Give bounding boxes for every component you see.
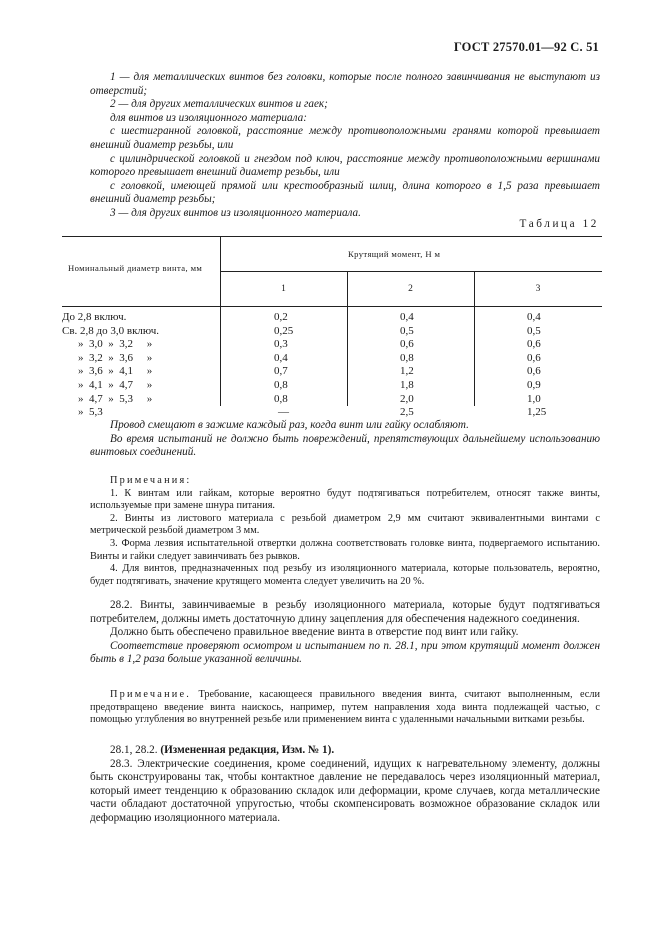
table-group-rule (220, 271, 602, 272)
table-cell: 1,25 (527, 406, 547, 419)
note2-paragraph (90, 689, 600, 727)
table-cell: 0,9 (527, 378, 541, 391)
table-cell: 0,6 (527, 338, 541, 351)
intro-line: с шестигранной головкой, расстояние между противоположными гранями которой превышает внешний диаметр резьбы, или (90, 125, 600, 151)
table-cell: 0,2 (274, 311, 288, 323)
after-table-block (90, 419, 600, 460)
paragraph: 28.3. Электрические соединения, кроме соединений, идущих к нагревательному элементу, должны быть сконструированы так, чтобы контактное давление не передавалось через изоляционный материал, который имеет тенденцию к образованию складок или деформации, кроме случаев, когда металлические части обладают достаточной упругостью, чтобы скомпенсировать возможное образование складок или деформацию изоляционного материала. (90, 757, 600, 824)
intro-line: 1 — для металлических винтов без головки, которые после полного завинчивания не выступают из отверстий; (90, 71, 600, 97)
table-caption: Таблица 12 (519, 218, 599, 230)
note-item: 3. Форма лезвия испытательной отвертки должна соответствовать головке винта, подвергаемого испытанию. Винты и гайки следует завинчивать без рывков. (90, 537, 600, 562)
table-cell: 0,3 (274, 338, 288, 351)
table-cell: » 4,7 » 5,3 » (78, 392, 153, 405)
notes-title: Примечания: (110, 475, 192, 486)
table-col-rule (220, 236, 221, 406)
table-cell: 0,6 (527, 365, 541, 378)
table-col2-values (400, 311, 460, 420)
table-cell: 1,8 (400, 378, 414, 391)
intro-line: 3 — для других винтов из изоляционного материала. (110, 206, 361, 219)
table-cell: » 3,0 » 3,2 » (78, 338, 153, 351)
table-col-number: 2 (408, 284, 413, 294)
table-cell: До 2,8 включ. (62, 311, 127, 323)
table-cell: 0,7 (274, 365, 288, 378)
table-cell: — (278, 406, 289, 419)
intro-block (90, 71, 600, 221)
amendment-ref: 28.1, 28.2. (110, 744, 158, 756)
page-header: ГОСТ 27570.01—92 С. 51 (453, 40, 599, 54)
table-cell: » 4,1 » 4,7 » (78, 378, 153, 391)
note2-block (90, 689, 600, 727)
intro-line: для винтов из изоляционного материала: (110, 111, 307, 124)
table-col-number: 3 (535, 284, 541, 294)
amendment-line (90, 744, 600, 758)
table-cell: » 5,3 (78, 406, 103, 419)
amendment-bold: (Измененная редакция, Изм. № 1). (160, 744, 335, 756)
table-cell: 0,8 (274, 392, 288, 405)
table-diameter-column (62, 311, 218, 420)
intro-line: 2 — для других металлических винтов и гаек; (110, 98, 328, 111)
table-cell: 2,0 (400, 392, 414, 405)
paragraph: Во время испытаний не должно быть повреждений, препятствующих дальнейшему использованию винтовых соединений. (90, 432, 600, 459)
note2-label: Примечание. (110, 689, 192, 700)
table-cell: 0,4 (400, 311, 414, 323)
table-cell: » 3,6 » 4,1 » (78, 365, 153, 378)
paragraph: 28.2. Винты, завинчиваемые в резьбу изоляционного материала, которые будут подтягиваться потребителем, должны иметь достаточную длину зацепления для обеспечения надежного соединения. (90, 599, 600, 625)
paragraph: Соответствие проверяют осмотром и испытанием по п. 28.1, при этом крутящий момент должен быть в 1,2 раза больше указанной величины. (90, 639, 600, 666)
table-cell: Св. 2,8 до 3,0 включ. (62, 324, 159, 337)
table-cell: 0,5 (400, 324, 414, 337)
table-cell: 2,5 (400, 406, 414, 419)
notes-block (90, 475, 600, 588)
section-28-3 (90, 744, 600, 826)
torque-table (62, 236, 602, 419)
table-cell: 0,25 (274, 324, 294, 337)
table-header-diameter: Номинальный диаметр винта, мм (68, 263, 203, 273)
table-cell: » 3,2 » 3,6 » (78, 351, 153, 364)
intro-line: с головкой, имеющей прямой или крестообразный шлиц, длина которого в 1,5 раза превышает внешний диаметр резьбы; (90, 179, 600, 206)
table-cell: 0,4 (274, 351, 288, 364)
note-item: 2. Винты из листового материала с резьбой диаметром 2,9 мм считают эквивалентными винтами с метрической резьбой диаметром 3 мм. (90, 512, 600, 537)
table-header-rule (62, 306, 602, 307)
table-col1-values (274, 311, 334, 420)
table-top-rule (62, 236, 602, 237)
table-cell: 0,8 (400, 351, 414, 364)
note2-text: Требование, касающееся правильного введения винта, считают выполненным, если предотвращено введение винта наискось, например, путем направления хода винта подлежащей частью, с помощью углубления во внутренней резьбе или применением винта с удаленными начальными витками резьбы. (90, 689, 600, 726)
paragraph: Должно быть обеспечено правильное введение винта в отверстие под винт или гайку. (110, 626, 519, 639)
table-header-torque: Крутящий момент, Н м (348, 249, 441, 259)
paragraph: Провод смещают в зажиме каждый раз, когда винт или гайку ослабляют. (110, 419, 469, 431)
note-item: 1. К винтам или гайкам, которые вероятно будут подтягиваться потребителем, относят также винты, используемые при замене шнура питания. (90, 487, 600, 512)
table-col-number: 1 (281, 284, 286, 294)
note-item: 4. Для винтов, предназначенных под резьбу из изоляционного материала, которые пользователь, вероятно, будет подтягивать, значение крутящего момента следует увеличить на 20 %. (90, 563, 600, 587)
table-cell: 1,2 (400, 365, 414, 378)
table-cell: 0,8 (274, 378, 288, 391)
table-cell: 0,6 (400, 338, 414, 351)
section-28-2 (90, 599, 600, 667)
table-cell: 0,4 (527, 311, 541, 323)
table-cell: 0,5 (527, 324, 541, 337)
table-cell: 1,0 (527, 392, 541, 405)
table-col3-values (527, 311, 587, 420)
table-cell: 0,6 (527, 351, 541, 364)
intro-line: с цилиндрической головкой и гнездом под ключ, расстояние между противоположными вершинами которого превышает внешний диаметр резьбы, или (90, 152, 600, 179)
